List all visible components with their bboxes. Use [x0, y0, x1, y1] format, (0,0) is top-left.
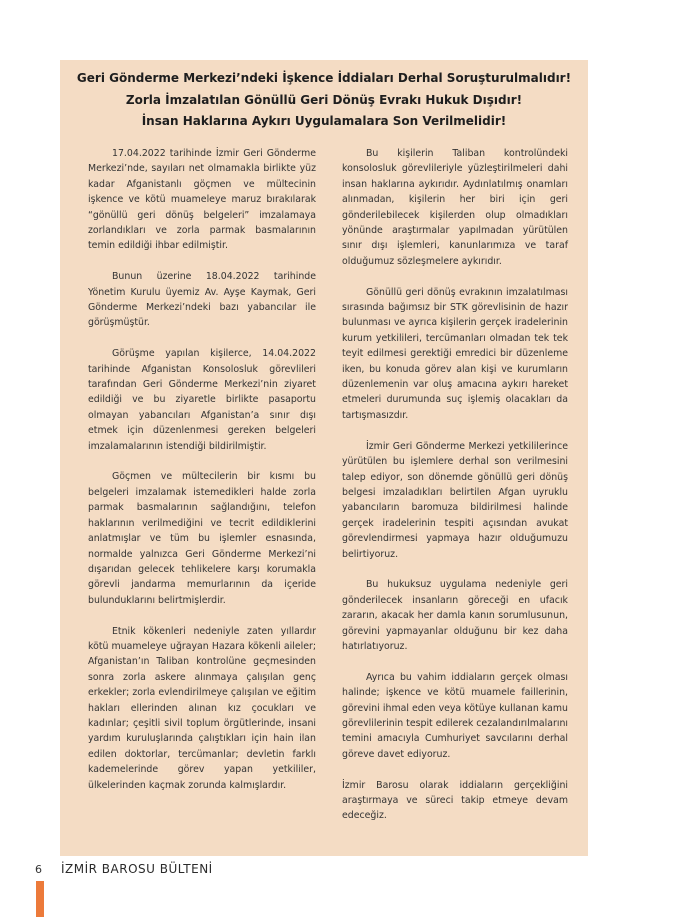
headline-2: Zorla İmzalatılan Gönüllü Geri Dönüş Evrakı Hukuk Dışıdır! [125, 92, 523, 107]
paragraph: Bu kişilerin Taliban kontrolündeki konsolosluk görevlileriyle yüzleştirilmeleri dahi insan haklarına aykırıdır. Aydınlatılmış onamları alınmadan, kişilerin her biri için geri gönderilebilecek kişilerden olup olmadıkları yönünde araştırmalar yapılmadan yürütülen sınır dışı işlemleri, kanunlarımıza ve taraf olduğumuz sözleşmelere aykırıdır. [342, 148, 568, 267]
paragraph: Bu hukuksuz uygulama nedeniyle geri gönderilecek insanların göreceği en ufacık zararın, akacak her damla kanın sorumlusunun, görevini yapmayanlar olduğunu bir kez daha hatırlatıyoruz. [342, 579, 568, 652]
paragraph: Görüşme yapılan kişilerce, 14.04.2022 tarihinde Afganistan Konsolosluk görevlileri tarafından Geri Gönderme Merkezi’nin ziyaret edildiği ve bu ziyaretle birlikte pasaportu olmayan yabancıları Afganistan’a sınır dışı etmek için düzenlenmesi gereken belgeleri imzalamalarının istendiği bildirilmiştir. [88, 348, 316, 452]
accent-bar [36, 881, 44, 917]
paragraph: Göçmen ve mültecilerin bir kısmı bu belgeleri imzalamak istemedikleri halde zorla parmak basmalarının sağlandığını, telefon haklarının verilmediğini ve tecrit edildiklerini anlatmışlar ve tüm bu işlemler esnasında, normalde yalnızca Geri Gönderme Merkezi’ni dışarıdan gelecek tehlikelere karşı korumakla görevli jandarma memurlarının da içeride bulunduklarını belirtmişlerdir. [88, 471, 316, 606]
article-panel [60, 60, 588, 856]
headline-3: İnsan Haklarına Aykırı Uygulamalara Son Verilmelidir! [141, 114, 507, 128]
page-number: 6 [35, 863, 42, 876]
left-column [88, 146, 316, 808]
paragraph: Bunun üzerine 18.04.2022 tarihinde Yönetim Kurulu üyemiz Av. Ayşe Kaymak, Geri Gönderme Merkezi’ndeki bazı yabancılar ile görüşmüştür. [88, 271, 316, 329]
paragraph: İzmir Geri Gönderme Merkezi yetkililerince yürütülen bu işlemlere derhal son verilmesini talep ediyor, son dönemde gönüllü geri dönüş belgesi imzaladıkları belirtilen Afgan uyruklu yabancıların baromuza bildirilmesi halinde gerçek iradelerinin tespiti açısından avukat görevlendirmesi yapmaya hazır olduğumuzu belirtiyoruz. [342, 440, 568, 560]
closing-paragraph: İzmir Barosu olarak iddiaların gerçekliğini araştırmaya ve süreci takip etmeye devam edeceğiz. [342, 779, 568, 822]
headline-1: Geri Gönderme Merkezi’ndeki İşkence İddiaları Derhal Soruşturulmalıdır! [76, 71, 572, 85]
paragraph: Gönüllü geri dönüş evrakının imzalatılması sırasında bağımsız bir STK görevlisinin de hazır bulunması ve ayrıca kişilerin gerçek iradelerinin kurum yetkilileri, tercümanları olmadan tek tek teyit edilmesi gerektiği emredici bir düzenleme iken, bu konuda görev alan kişi ve kurumların düzenlemenin var oluş amacına aykırı hareket etmeleri durumunda suç işlemiş olacakları da tartışmasızdır. [342, 286, 568, 421]
paragraph: Ayrıca bu vahim iddiaların gerçek olması halinde; işkence ve kötü muamele faillerinin, görevini ihmal eden veya kötüye kullanan kamu görevlilerinin tespit edilerek cezalandırılmalarını temini amacıyla Cumhuriyet savcılarını derhal göreve davet ediyoruz. [342, 671, 568, 760]
right-column [342, 146, 568, 839]
paragraph: Etnik kökenleri nedeniyle zaten yıllardır kötü muameleye uğrayan Hazara kökenli aileler; Afganistan’ın Taliban kontrolüne geçmesinden sonra zorla askere alınmaya çalışılan genç erkekler; zorla evlendirilmeye çalışılan ve eğitim hakları ellerinden alınan kız çocukları ve kadınlar; çeşitli sivil toplum örgütlerinde, insani yardım kuruluşlarında çalıştıkları için hain ilan edilen doktorlar, tercümanlar; devletin farklı kademelerinde görev yapan yetkililer, ülkelerinden kaçmak zorunda kalmışlardır. [88, 625, 316, 791]
headline-block [60, 68, 588, 133]
paragraph: 17.04.2022 tarihinde İzmir Geri Gönderme Merkezi’nde, sayıları net olmamakla birlikte yüz kadar Afganistanlı göçmen ve mültecinin işkence ve kötü muameleye maruz bırakılarak “gönüllü geri dönüş belgeleri” imzalamaya zorlandıkları ve zorla parmak basmalarının temin edildiği ihbar edilmiştir. [88, 148, 316, 252]
publication-title: İZMİR BAROSU BÜLTENİ [61, 862, 213, 876]
